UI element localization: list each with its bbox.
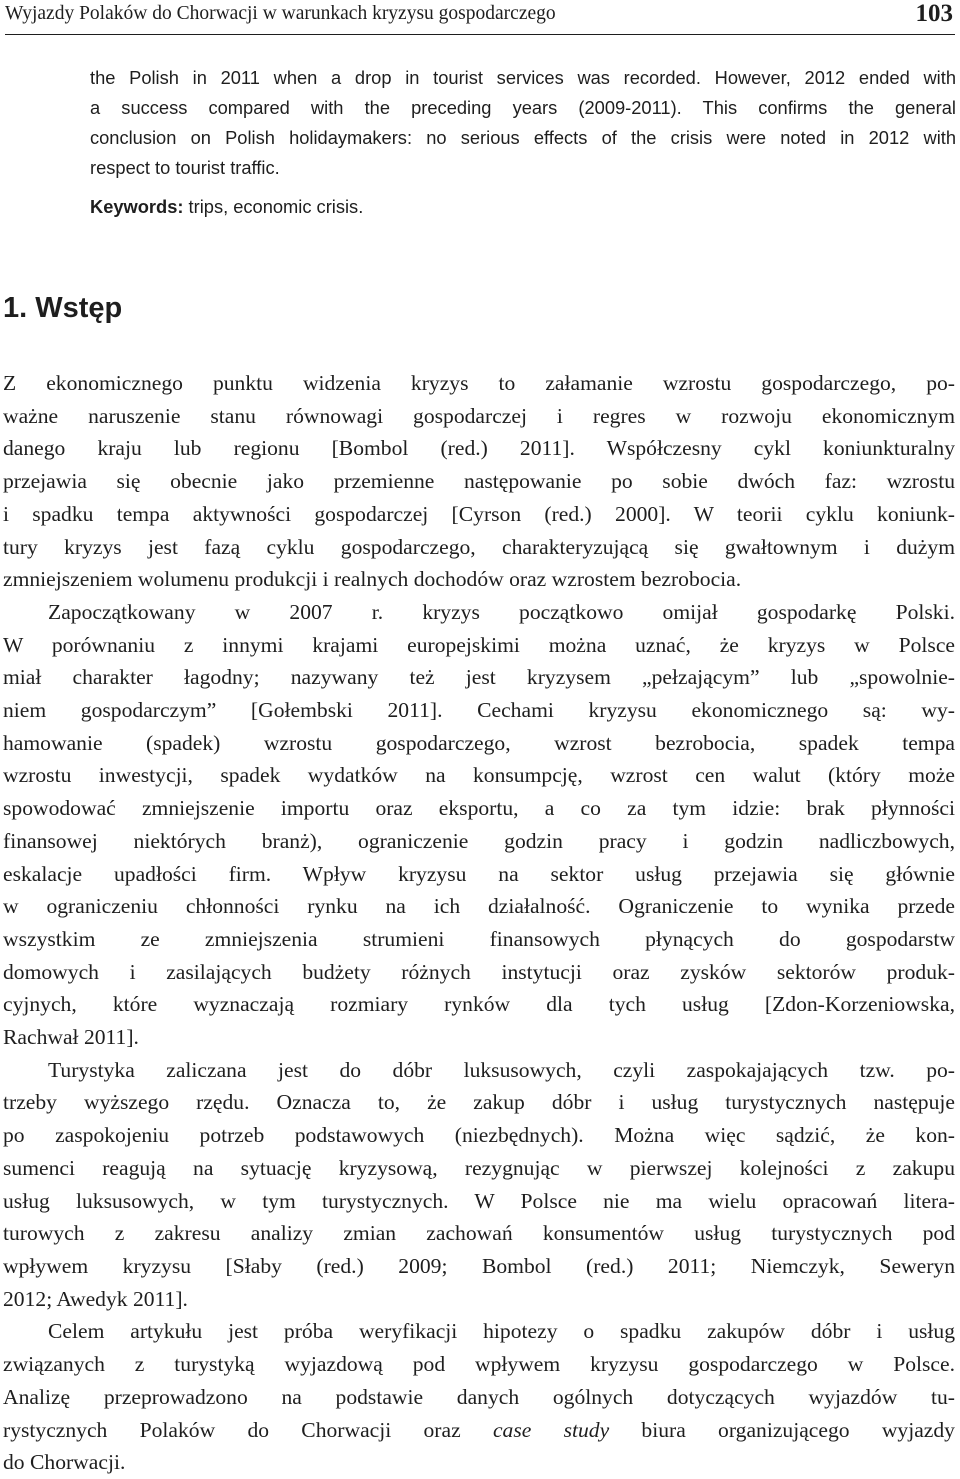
keywords-label: Keywords: (90, 196, 184, 217)
body-line: usług luksusowych, w tym turystycznych. W Polsce nie ma wielu opracowań litera- (3, 1188, 955, 1213)
body-line: finansowej niektórych branż), ograniczenie godzin pracy i godzin nadliczbowych, (3, 828, 955, 853)
body-line: po zaspokojeniu potrzeb podstawowych (niezbędnych). Można więc sądzić, że kon- (3, 1123, 955, 1148)
case-study-italic: case study (492, 1417, 610, 1442)
body-line (3, 1414, 955, 1447)
body-line: domowych i zasilających budżety różnych instytucji oraz zysków sektorów produk- (3, 959, 955, 984)
body-line: i spadku tempa aktywności gospodarczej [Cyrson (red.) 2000]. W teorii cyklu koniunk- (3, 501, 955, 526)
body-line: wszystkim ze zmniejszenia strumieni finansowych płynących do gospodarstw (3, 926, 955, 951)
body-line: Turystyka zaliczana jest do dóbr luksusowych, czyli zaspokajających tzw. po- (48, 1057, 955, 1082)
body-text (3, 367, 955, 1479)
abstract-line: respect to tourist traffic. (90, 157, 280, 178)
abstract-line: conclusion on Polish holidaymakers: no serious effects of the crisis were noted in 2012 with (90, 127, 956, 148)
body-line: wpływem kryzysu [Słaby (red.) 2009; Bombol (red.) 2011; Niemczyk, Seweryn (3, 1253, 955, 1278)
body-line: spowodować zmniejszenie importu oraz eksportu, a co za tym idzie: brak płynności (3, 796, 955, 821)
body-line: Rachwał 2011]. (3, 1025, 139, 1050)
body-line: ważne naruszenie stanu równowagi gospodarczej i regres w rozwoju ekonomicznym (3, 403, 955, 428)
abstract-text (90, 63, 956, 183)
body-line: danego kraju lub regionu [Bombol (red.) 2011]. Współczesny cykl koniunkturalny (3, 436, 955, 461)
body-line: niem gospodarczym” [Gołembski 2011]. Cechami kryzysu ekonomicznego są: wy- (3, 698, 955, 723)
body-line: W porównaniu z innymi krajami europejskimi można uznać, że kryzys w Polsce (3, 632, 955, 657)
body-line: trzeby wyższego rzędu. Oznacza to, że zakup dóbr i usług turystycznych następuje (3, 1090, 955, 1115)
body-line: przejawia się obecnie jako przemienne następowanie po sobie dwóch faz: wzrostu (3, 469, 955, 494)
running-title: Wyjazdy Polaków do Chorwacji w warunkach kryzysu gospodarczego (5, 3, 556, 24)
body-line: sumenci reagują na sytuację kryzysową, rezygnując w pierwszej kolejności z zakupu (3, 1155, 955, 1180)
body-line: w ograniczeniu chłonności rynku na ich działalność. Ograniczenie to wynika przede (3, 894, 955, 919)
body-line: Zapoczątkowany w 2007 r. kryzys początkowo omijał gospodarkę Polski. (48, 599, 955, 624)
body-line: do Chorwacji. (3, 1450, 126, 1475)
body-line: Z ekonomicznego punktu widzenia kryzys to załamanie wzrostu gospodarczego, po- (3, 371, 955, 395)
body-line: hamowanie (spadek) wzrostu gospodarczego, wzrost bezrobocia, spadek tempa (3, 730, 955, 755)
body-line: tury kryzys jest fazą cyklu gospodarczego, charakteryzującą się gwałtownym i dużym (3, 534, 955, 559)
body-line: 2012; Awedyk 2011]. (3, 1286, 188, 1311)
body-line: wzrostu inwestycji, spadek wydatków na konsumpcję, wzrost cen walut (który może (3, 763, 955, 788)
body-line-end: biura organizującego wyjazdy (609, 1417, 955, 1442)
body-line: miał charakter łagodny; nazywany też jest kryzysem „pełzającym” lub „spowolnie- (3, 665, 955, 690)
section-heading: 1. Wstęp (3, 292, 123, 324)
body-line: eskalacje upadłości firm. Wpływ kryzysu na sektor usług przejawia się głównie (3, 861, 955, 886)
body-line: Celem artykułu jest próba weryfikacji hipotezy o spadku zakupów dóbr i usług (48, 1319, 955, 1344)
keywords-text: trips, economic crisis. (183, 196, 364, 217)
keywords (90, 192, 363, 222)
page-header (5, 0, 955, 35)
body-line: turowych z zakresu analizy zmian zachowań konsumentów usług turystycznych pod (3, 1221, 955, 1246)
body-line-start: rystycznych Polaków do Chorwacji oraz (3, 1417, 493, 1442)
body-line: związanych z turystyką wyjazdową pod wpływem kryzysu gospodarczego w Polsce. (3, 1352, 955, 1377)
body-line: Analizę przeprowadzono na podstawie danych ogólnych dotyczących wyjazdów tu- (3, 1384, 955, 1409)
abstract-line: a success compared with the preceding years (2009-2011). This confirms the general (90, 97, 956, 118)
abstract-line: the Polish in 2011 when a drop in tourist services was recorded. However, 2012 ended with (90, 67, 956, 88)
body-line: zmniejszeniem wolumenu produkcji i realnych dochodów oraz wzrostem bezrobocia. (3, 567, 742, 592)
body-line: cyjnych, które wyznaczają rozmiary rynków dla tych usług [Zdon-Korzeniowska, (3, 992, 955, 1017)
page-number: 103 (915, 0, 953, 27)
